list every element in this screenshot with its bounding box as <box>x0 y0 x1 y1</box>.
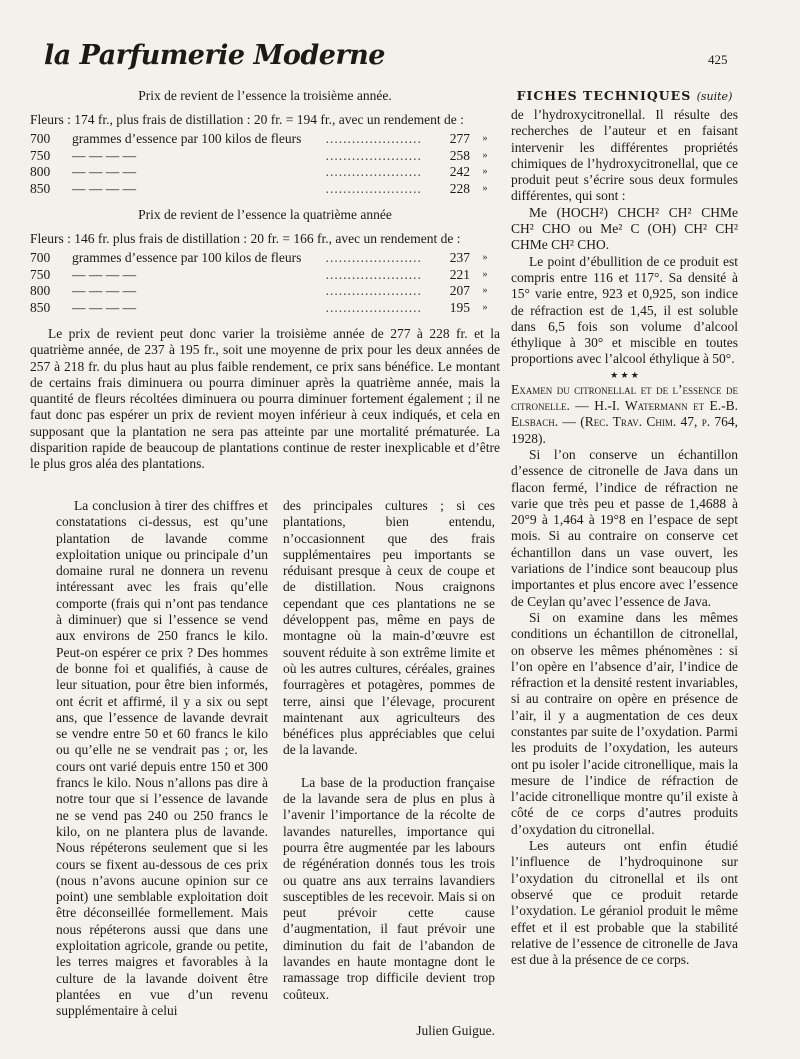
ditto-mark: » <box>482 182 488 194</box>
price-value: 221 <box>449 266 470 282</box>
body-paragraph: Le prix de revient peut donc varier la troisième année de 277 à 228 fr. et la quatrième année, de 237 à 195 fr., soit une moyenne de prix pour les deux années de 257 à 218 fr. du plus haut au plus faible rendement, ce prix sans bénéfice. Le montant de certains frais diminuera ou pourra diminuer après la quatrième année, mais la quantité de fleurs récoltées diminuera ou pourra diminuer fortement également ; il ne faut donc pas espérer un prix de revient moyen inférieur à ceux indiqués, et cela en supposant que la plantation ne sera pas atteinte par une mortalité prématurée. La disparition rapide de beaucoup de plantations continue de rester inexplicable et d’être le plus gros aléa des plantations. <box>30 326 500 472</box>
yield-text: — — — — <box>72 164 137 179</box>
citronellal-paragraph: Si on examine dans les mêmes conditions un échantillon de citronellal, on observe les mêmes phénomènes : si l’on opère en l’absence d’air, l’indice de réfraction et la densité restent invariables, si au contraire on opère en présence de l’air, il y a augmentation de ces deux constantes par suite de l’oxydation. Parmi les produits de l’oxydation, les auteurs ont pu isoler l’acide citronellique, mais la mesure de l’indice de réfraction de l’acide citronellique montre qu’il existe à côté de ce corps d’autres produits d’oxydation du citronellal. <box>511 609 738 837</box>
section-title-year4: Prix de revient de l’essence la quatrième année <box>138 207 392 222</box>
technical-sheet-column <box>511 88 738 968</box>
ditto-mark: » <box>482 252 488 263</box>
leader-dots: ...................... <box>325 147 422 163</box>
heading-text: FICHES TECHNIQUES <box>516 88 692 103</box>
ditto-mark: » <box>482 149 488 161</box>
conclusion-paragraph: La conclusion à tirer des chiffres et constatations ci-dessus, est qu’une plantation de lavande comme exploitation unique ou principale d’un domaine rural ne donnera un revenu intéressant avec les frais qu’elle comporte (frais qui n’ont pas tendance à diminuer) que si l’essence se vend aux environs de 250 francs le kilo. Peut-on espérer ce prix ? Des hommes de bonne foi et qualifiés, à cause de leur situation, pour être bien informés, ont écrit et affirmé, il y a six ou sept ans, que l’essence de lavande devrait se vendre entre 50 et 60 francs le kilo ou qu’elle ne se vendrait pas ; or, les cours ont varié depuis entre 150 et 300 francs le kilo. Nous n’allons pas dire à notre tour que si l’essence de lavande ne se vend pas 240 ou 250 francs le kilo, on ne plantera plus de lavande. Nous répéterons seulement que si les cours se fixent au-dessous de ces prix (nous n’avons aucune opinion sur ce point) une semblable exploitation doit être déconseillée formellement. Mais nous répéterons aussi que dans une exploitation agricole, grande ou petite, les terres maigres et favorables à la culture de la lavande doivent être plantées en vue d’un revenu supplémentaire à celui <box>56 498 268 1019</box>
yield-text: — — — — <box>72 299 137 315</box>
price-value: 242 <box>449 164 470 179</box>
leader-dots: ...................... <box>325 180 422 196</box>
yield-text: grammes d’essence par 100 kilos de fleurs <box>72 131 302 146</box>
table-row <box>30 148 500 165</box>
ditto-mark: » <box>482 166 488 177</box>
section-title-year3: Prix de revient de l’essence la troisième année. <box>138 88 392 103</box>
yield-text: grammes d’essence par 100 kilos de fleurs <box>72 250 302 265</box>
price-value: 207 <box>449 283 470 298</box>
cost-section <box>30 88 500 473</box>
table-row <box>30 267 500 284</box>
table-row <box>30 131 500 148</box>
chemical-formula: Me (HOCH²) CHCH² CH² CHMe CH² CHO ou Me² C (OH) CH² CH² CHMe CH² CHO. <box>511 204 738 253</box>
leader-dots: ...................... <box>325 299 422 315</box>
price-value: 237 <box>449 250 470 265</box>
price-value: 258 <box>449 147 470 163</box>
ditto-mark: » <box>482 268 488 280</box>
leader-dots: ...................... <box>325 164 422 179</box>
leader-dots: ...................... <box>325 283 422 298</box>
leader-dots: ...................... <box>325 250 422 265</box>
production-paragraph: La base de la production française de la lavande sera de plus en plus à l’avenir l’importance de la récolte de lavandes naturelles, importance qui pourra être augmentée par les labours de régénération donnés tous les trois ou quatre ans aux terrains lavandiers susceptibles de les recevoir. Mais si on peut prévoir cette cause d’augmentation, il faut prévoir une diminution du fait de l’abandon de lavandes en haute montagne dont le ramassage trop difficile devient trop coûteux. <box>283 774 495 1002</box>
yield-table-year4 <box>30 250 500 316</box>
price-value: 195 <box>449 299 470 315</box>
ditto-mark: » <box>482 285 488 296</box>
yield-label: 850 <box>30 180 51 196</box>
yield-text: — — — — <box>72 283 137 298</box>
table-row <box>30 283 500 300</box>
yield-label: 800 <box>30 283 51 298</box>
ditto-mark: » <box>482 133 488 144</box>
price-value: 277 <box>449 131 470 146</box>
hydroquinone-paragraph: Les auteurs ont enfin étudié l’influence de l’hydroquinone sur l’oxydation du citronellal et ils ont observé que ce produit retarde l’oxydation. Le géraniol produit le même effet et il est probable que la stabilité relative de l’essence de citronelle de Java est due à la présence de ce corps. <box>511 838 738 968</box>
boiling-point-paragraph: Le point d’ébullition de ce produit est compris entre 116 et 117°. Sa densité à 15° varie entre, 923 et 0,925, son indice de réfraction est de 1,45, il est soluble dans 6,5 fois son volume d’alcool éthylique à 30° et miscible en toutes proportions avec l’alcool éthylique à 50°. <box>511 253 738 367</box>
cost-line-year4: Fleurs : 146 fr. plus frais de distillation : 20 fr. = 166 fr., avec un rendement de : <box>30 231 461 246</box>
asterism: ★ ★ ★ <box>610 369 639 380</box>
yield-label: 800 <box>30 164 51 179</box>
masthead-logo: la Parfumerie Moderne <box>44 40 385 71</box>
yield-label: 750 <box>30 266 51 282</box>
citronelle-paragraph: Si l’on conserve un échantillon d’essence de citronelle de Java dans un flacon fermé, l’indice de réfraction ne varie que très peu et passe de 1,4688 à 20°9 à 1,464 à 19°8 en l’espace de sept mois. Si au contraire on conserve cet échantillon dans un vase ouvert, les variations de l’indice sont beaucoup plus importantes et plus encore avec l’essence de Ceylan qu’avec l’essence de Java. <box>511 446 738 609</box>
table-row <box>30 181 500 198</box>
heading-suffix: (suite) <box>696 90 733 103</box>
price-value: 228 <box>449 180 470 196</box>
leader-dots: ...................... <box>325 131 422 146</box>
yield-text: — — — — <box>72 147 137 163</box>
column-middle <box>283 498 495 1039</box>
cost-line-year3: Fleurs : 174 fr., plus frais de distillation : 20 fr. = 194 fr., avec un rendement de : <box>30 112 464 127</box>
yield-label: 750 <box>30 147 51 163</box>
table-row <box>30 164 500 181</box>
yield-text: — — — — <box>72 266 137 282</box>
yield-text: — — — — <box>72 180 137 196</box>
yield-label: 700 <box>30 131 51 146</box>
section-heading <box>511 88 738 103</box>
reference-citation: Examen du citronellal et de l’essence de citronelle. — H.-I. Watermann et E.-B. Elsbach. — (Rec. Trav. Chim. 47, p. 764, 1928). <box>511 381 738 446</box>
ditto-mark: » <box>482 301 488 313</box>
page-number: 425 <box>708 52 728 67</box>
yield-label: 700 <box>30 250 51 265</box>
yield-table-year3 <box>30 131 500 197</box>
column-left <box>56 498 268 1020</box>
table-row <box>30 250 500 267</box>
continuation-paragraph: des principales cultures ; si ces plantations, bien entendu, n’occasionnent que des frais supplémentaires peu importants se réduisant presque à ceux de coupe et de distillation. Nous craignons cependant que ces plantations ne se développent pas, même en pays de montagne où la main-d’œuvre est souvent réduite à son extrême limite et où les autres cultures, céréales, graines fourragères et potagères, pommes de terre, ainsi que l’élevage, procurent maintenant aux agriculteurs des bénéfices plus appréciables que celui de la lavande. <box>283 498 495 758</box>
author-signature: Julien Guigue. <box>416 1022 495 1038</box>
yield-label: 850 <box>30 299 51 315</box>
hydroxycitronellal-paragraph: de l’hydroxycitronellal. Il résulte des recherches de l’auteur et en faisant intervenir les différentes propriétés chimiques de l’hydroxycitronellal, que ce produit peut s’écrire sous deux formules différentes, qui sont : <box>511 107 738 204</box>
leader-dots: ...................... <box>325 266 422 282</box>
table-row <box>30 300 500 317</box>
